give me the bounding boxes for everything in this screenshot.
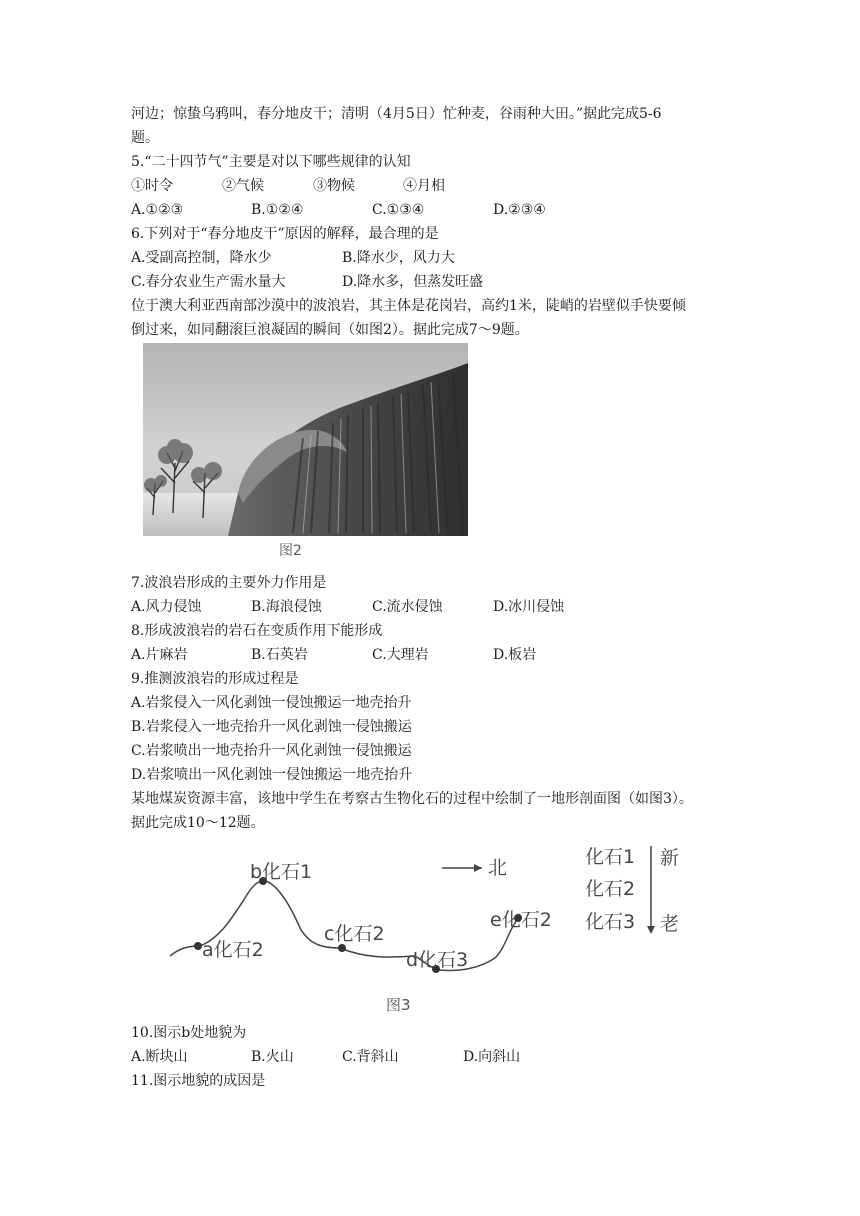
q5-option-c: C.①③④ — [372, 202, 425, 218]
q9-option-d: D.岩浆喷出一风化剥蚀一侵蚀搬运一地壳抬升 — [131, 767, 413, 783]
q7-option-a: A.风力侵蚀 — [131, 599, 202, 615]
q8-option-a: A.片麻岩 — [131, 647, 188, 663]
q5-option-d: D.②③④ — [493, 202, 546, 218]
figure-3-caption: 图3 — [386, 996, 411, 1014]
question-10-stem: 10.图示b处地貌为 — [131, 1025, 247, 1041]
point-c-marker — [338, 944, 346, 952]
q9-option-c: C.岩浆喷出一地壳抬升一风化剥蚀一侵蚀搬运 — [131, 743, 412, 759]
figure-2-caption: 图2 — [279, 543, 302, 559]
q6-option-d: D.降水多，但蒸发旺盛 — [342, 274, 484, 290]
q5-item-1: ①时令 — [131, 178, 173, 194]
point-a-marker — [194, 942, 202, 950]
wave-rock-photo — [143, 343, 468, 536]
q5-option-a: A.①②③ — [131, 202, 184, 218]
legend-fossil-3: 化石3 — [585, 911, 636, 933]
q5-item-2: ②气候 — [222, 178, 264, 194]
q8-option-d: D.板岩 — [493, 647, 537, 663]
question-9-stem: 9.推测波浪岩的形成过程是 — [131, 671, 299, 687]
point-c-label: c化石2 — [324, 923, 385, 945]
question-7-stem: 7.波浪岩形成的主要外力作用是 — [131, 575, 327, 591]
passage-2-line-2: 倒过来，如同翻滚巨浪凝固的瞬间（如图2）。据此完成7～9题。 — [131, 322, 529, 338]
legend-fossil-1: 化石1 — [585, 846, 636, 868]
passage-3-line-2: 据此完成10～12题。 — [131, 815, 265, 831]
q10-option-d: D.向斜山 — [463, 1049, 521, 1065]
passage-2-line-1: 位于澳大利亚西南部沙漠中的波浪岩，其主体是花岗岩，高约1米，陡峭的岩壁似手快要倾 — [131, 298, 686, 314]
q10-option-b: B.火山 — [251, 1049, 294, 1065]
passage-3-line-1: 某地煤炭资源丰富，该地中学生在考察古生物化石的过程中绘制了一地形剖面图（如图3）。 — [131, 791, 693, 807]
point-d-label: d化石3 — [406, 949, 469, 971]
q7-option-d: D.冰川侵蚀 — [493, 599, 565, 615]
q8-option-b: B.石英岩 — [251, 647, 308, 663]
intro-line-1: 河边；惊蛰乌鸦叫，春分地皮干；清明（4月5日）忙种麦，谷雨种大田。”据此完成5-6 — [131, 106, 662, 122]
question-6-stem: 6.下列对于“春分地皮干”原因的解释，最合理的是 — [131, 226, 439, 242]
q9-option-b: B.岩浆侵入一地壳抬升一风化剥蚀一侵蚀搬运 — [131, 719, 412, 735]
point-e-label: e化石2 — [490, 909, 552, 931]
q7-option-b: B.海浪侵蚀 — [251, 599, 322, 615]
intro-line-2: 题。 — [131, 130, 159, 146]
q10-option-c: C.背斜山 — [342, 1049, 399, 1065]
q6-option-a: A.受副高控制，降水少 — [131, 250, 272, 266]
north-label: 北 — [488, 857, 508, 879]
q7-option-c: C.流水侵蚀 — [372, 599, 443, 615]
question-8-stem: 8.形成波浪岩的岩石在变质作用下能形成 — [131, 623, 383, 639]
question-11-stem: 11.图示地貌的成因是 — [131, 1073, 266, 1089]
legend-fossil-2: 化石2 — [585, 878, 636, 900]
q5-item-3: ③物候 — [313, 178, 355, 194]
q9-option-a: A.岩浆侵入一风化剥蚀一侵蚀搬运一地壳抬升 — [131, 695, 412, 711]
legend-new-label: 新 — [660, 847, 680, 869]
legend-old-label: 老 — [660, 913, 680, 935]
q6-option-b: B.降水少，风力大 — [342, 250, 455, 266]
q10-option-a: A.断块山 — [131, 1049, 188, 1065]
question-5-stem: 5.“二十四节气”主要是对以下哪些规律的认知 — [131, 154, 411, 170]
q6-option-c: C.春分农业生产需水量大 — [131, 274, 286, 290]
q5-option-b: B.①②④ — [251, 202, 304, 218]
q8-option-c: C.大理岩 — [372, 647, 429, 663]
terrain-profile-figure — [160, 838, 700, 1023]
point-b-label: b化石1 — [250, 861, 313, 883]
point-a-label: a化石2 — [202, 939, 264, 961]
q5-item-4: ④月相 — [403, 178, 445, 194]
